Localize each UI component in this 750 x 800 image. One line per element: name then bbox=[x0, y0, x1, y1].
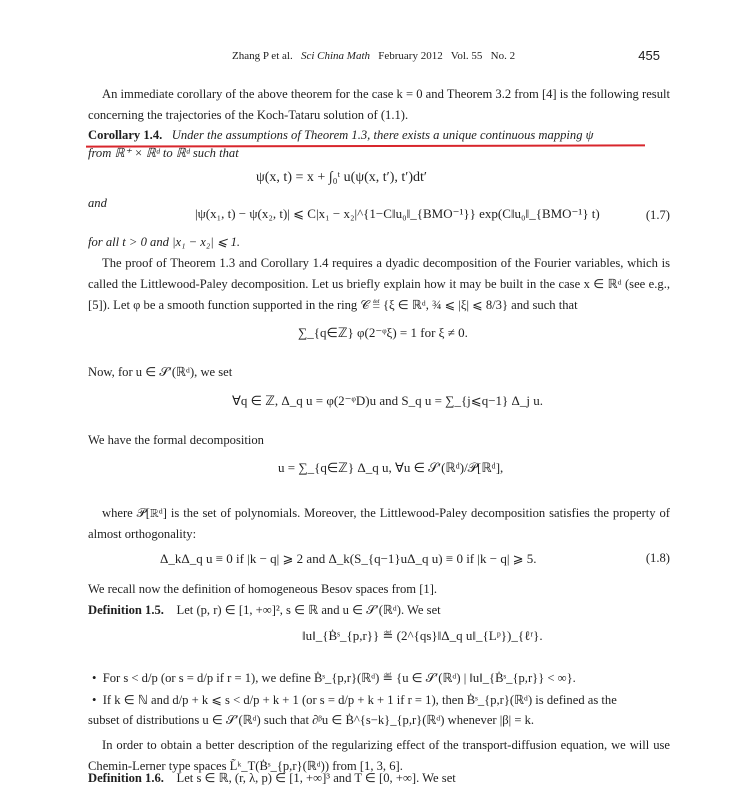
intro-paragraph: An immediate corollary of the above theorem for the case k = 0 and Theorem 3.2 from [4] is the following result concerning the trajectories of the Koch-Tataru solution of (1.1). bbox=[88, 87, 670, 122]
bullet-dot: • bbox=[92, 671, 103, 685]
equation-number-1-7: (1.7) bbox=[645, 208, 670, 222]
equation-1-8: Δ_kΔ_q u ≡ 0 if |k − q| ⩾ 2 and Δ_k(S_{q−1}uΔ_q u) ≡ 0 if |k − q| ⩾ 5. bbox=[160, 551, 537, 566]
equation-formal-decomposition: u = ∑_{q∈ℤ} Δ_q u, ∀u ∈ 𝒮′(ℝᵈ)/𝒫[ℝᵈ], bbox=[278, 460, 504, 475]
bullet-dot: • bbox=[92, 693, 103, 707]
equation-psi-integral: ψ(x, t) = x + ∫₀ᵗ u(ψ(x, t′), t′)dt′ bbox=[256, 170, 427, 185]
now-we-set-line: Now, for u ∈ 𝒮′(ℝᵈ), we set bbox=[88, 365, 233, 379]
running-head-citation: Zhang P et al. Sci China Math February 2012 Vol. 55 No. 2 bbox=[232, 50, 516, 62]
definition-1-6-text: Let s ∈ ℝ, (r, λ, p) ∈ [1, +∞]³ and T ∈ [0, +∞]. We set bbox=[176, 771, 456, 785]
bullet-1: • For s < d/p (or s = d/p if r = 1), we define Ḃˢ_{p,r}(ℝᵈ) ≝ {u ∈ 𝒮′(ℝᵈ) | ‖u‖_{Ḃˢ_{p,r}} < ∞}. bbox=[92, 671, 576, 685]
corollary-and: and bbox=[88, 196, 107, 210]
recall-besov-line: We recall now the definition of homogeneous Besov spaces from [1]. bbox=[88, 582, 438, 596]
definition-1-6-label: Definition 1.6. bbox=[88, 771, 164, 785]
chemin-lerner-paragraph: In order to obtain a better description of the regularizing effect of the transport-diffusion equation, we will use Chemin-Lerner type spaces L̃ᵏ_T(Ḃˢ_{p,r}(ℝᵈ)) from [1, 3, 6]. bbox=[88, 738, 670, 773]
definition-1-5-line bbox=[88, 600, 670, 621]
bullet-2: • If k ∈ ℕ and d/p + k ⩽ s < d/p + k + 1 (or s = d/p + k + 1 if r = 1), then Ḃˢ_{p,r}(ℝᵈ) is defined as the bbox=[92, 693, 617, 707]
polynomials-paragraph: where 𝒫[ℝᵈ] is the set of polynomials. Moreover, the Littlewood-Paley decomposition satisfies the property of almost orthogonality: bbox=[88, 506, 670, 541]
corollary-label: Corollary 1.4. bbox=[88, 128, 163, 142]
corollary-text-line1: Under the assumptions of Theorem 1.3, there exists a unique continuous mapping ψ bbox=[171, 128, 594, 142]
definition-1-6-line bbox=[88, 768, 670, 789]
equation-delta-q: ∀q ∈ ℤ, Δ_q u = φ(2⁻ᵠD)u and S_q u = ∑_{j⩽q−1} Δ_j u. bbox=[232, 393, 543, 408]
corollary-text-line2: from ℝ⁺ × ℝᵈ to ℝᵈ such that bbox=[88, 146, 239, 160]
equation-partition-of-unity: ∑_{q∈ℤ} φ(2⁻ᵠξ) = 1 for ξ ≠ 0. bbox=[298, 325, 468, 340]
page-number: 455 bbox=[638, 48, 660, 63]
definition-1-5-label: Definition 1.5. bbox=[88, 603, 164, 617]
equation-1-7: |ψ(x₁, t) − ψ(x₂, t)| ⩽ C|x₁ − x₂|^{1−C‖u₀‖_{BMO⁻¹}} exp(C‖u₀‖_{BMO⁻¹} t) bbox=[195, 206, 600, 221]
equation-besov-norm: ‖u‖_{Ḃˢ_{p,r}} ≝ (2^{qs}‖Δ_q u‖_{Lᵖ})_{ℓʳ}. bbox=[302, 628, 543, 643]
bullet-2-continuation: subset of distributions u ∈ 𝒮′(ℝᵈ) such that ∂ᵝu ∈ Ḃ^{s−k}_{p,r}(ℝᵈ) whenever |β| = k. bbox=[88, 713, 535, 727]
formal-decomposition-line: We have the formal decomposition bbox=[88, 433, 264, 447]
corollary-condition: for all t > 0 and |x₁ − x₂| ⩽ 1. bbox=[88, 235, 241, 249]
littlewood-paley-paragraph: The proof of Theorem 1.3 and Corollary 1.4 requires a dyadic decomposition of the Fourier variables, which is called the Littlewood-Paley decomposition. Let us briefly explain how it may be built in the case x ∈ ℝᵈ (see e.g., [5]). Let φ be a smooth function supported in the ring 𝒞 ≝ {ξ ∈ ℝᵈ, ¾ ⩽ |ξ| ⩽ 8/3} and such that bbox=[88, 256, 670, 312]
definition-1-5-text: Let (p, r) ∈ [1, +∞]², s ∈ ℝ and u ∈ 𝒮′(ℝᵈ). We set bbox=[176, 603, 441, 617]
equation-number-1-8: (1.8) bbox=[645, 551, 670, 565]
